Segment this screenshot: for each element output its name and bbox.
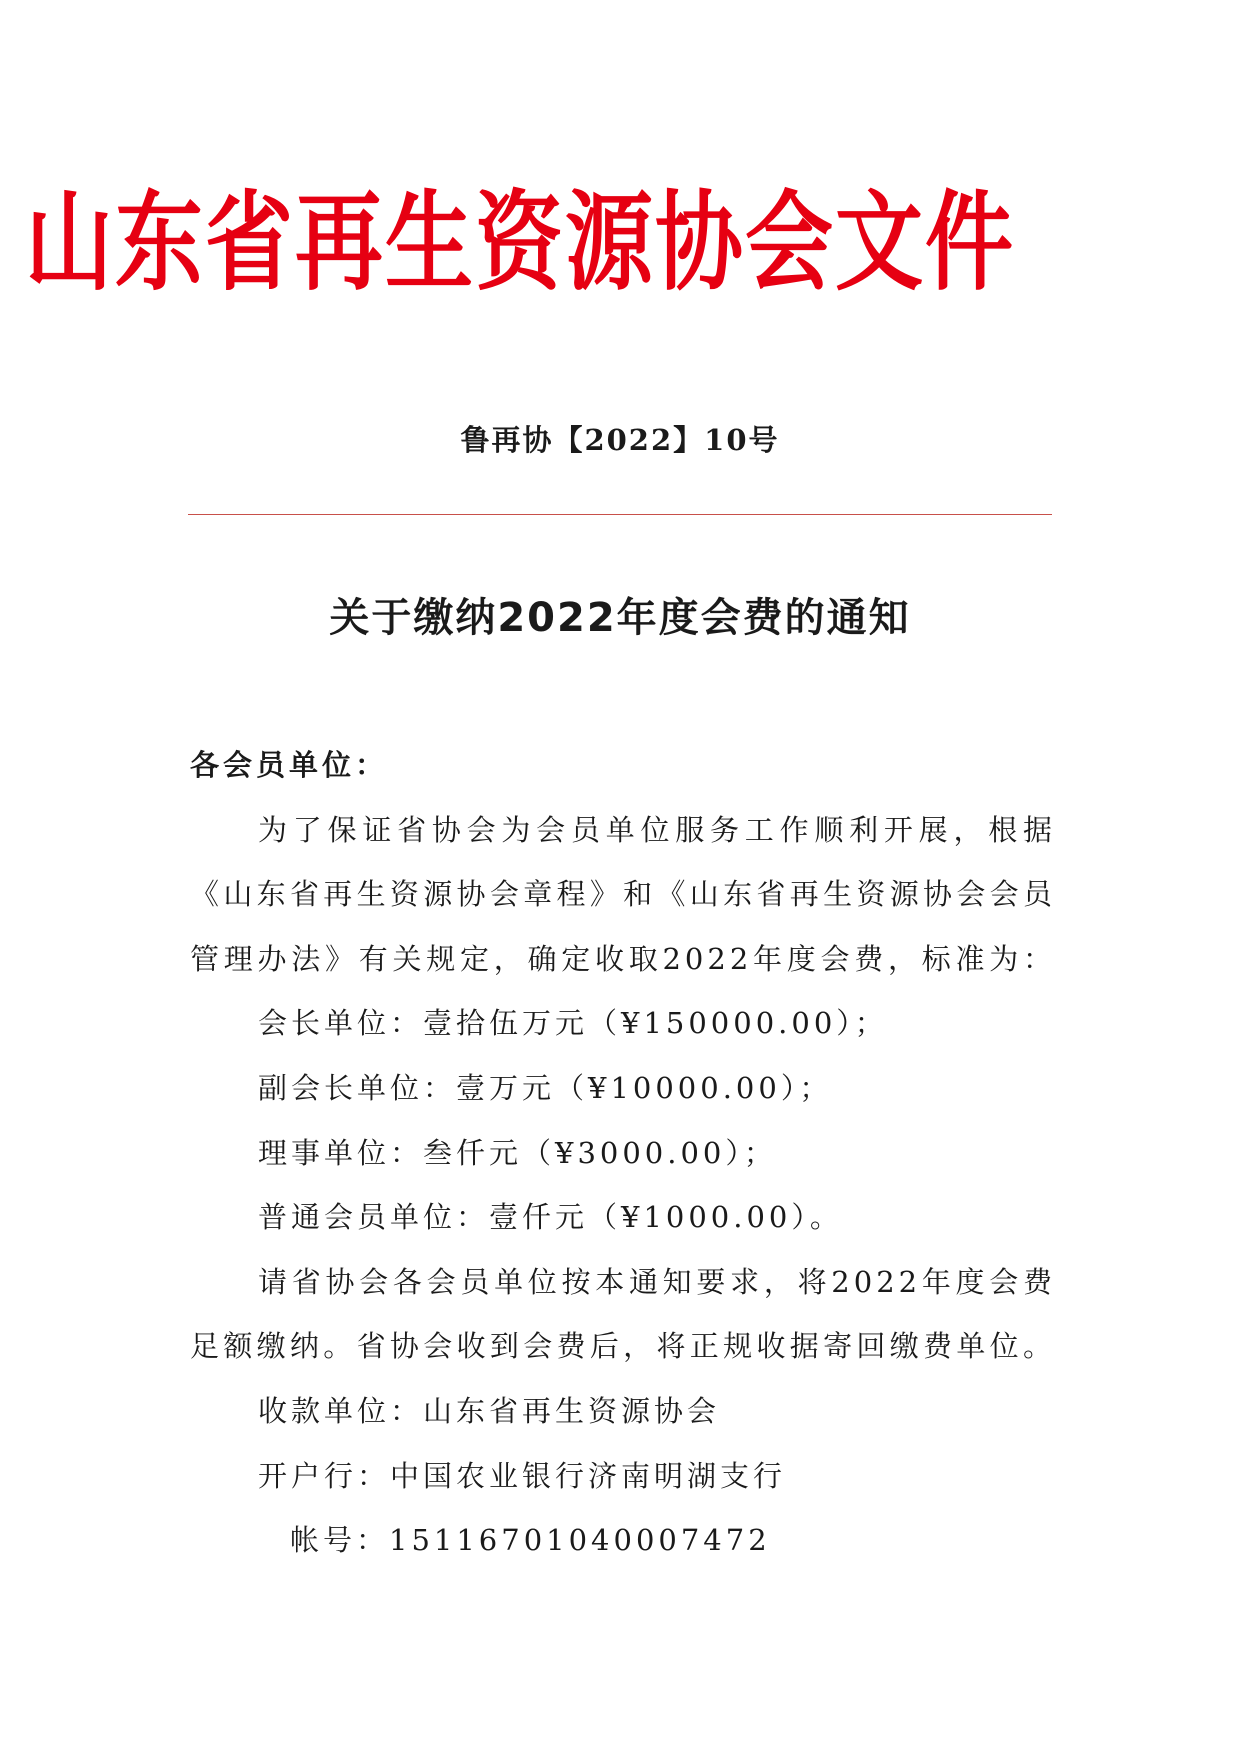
paragraph-line: 《山东省再生资源协会章程》和《山东省再生资源协会会员 <box>190 877 1056 912</box>
account-line: 帐号：15116701040007472 <box>290 1523 771 1558</box>
paragraph-line: 为了保证省协会为会员单位服务工作顺利开展，根据 <box>258 812 1056 847</box>
fee-item-member: 普通会员单位：壹仟元（¥1000.00）。 <box>258 1200 843 1235</box>
notice-title: 关于缴纳2022年度会费的通知 <box>329 595 911 641</box>
fee-item-director: 理事单位：叁仟元（¥3000.00）； <box>258 1135 777 1170</box>
paragraph-line: 足额缴纳。省协会收到会费后，将正规收据寄回缴费单位。 <box>190 1329 1056 1364</box>
document-number: 鲁再协【2022】10号 <box>460 423 780 457</box>
fee-item-president: 会长单位：壹拾伍万元（¥150000.00）； <box>258 1006 888 1041</box>
paragraph-line: 请省协会各会员单位按本通知要求，将2022年度会费 <box>258 1264 1056 1299</box>
paragraph-line: 管理办法》有关规定，确定收取2022年度会费，标准为： <box>190 941 1056 976</box>
fee-item-vice-president: 副会长单位：壹万元（¥10000.00）； <box>258 1070 833 1105</box>
payee-line: 收款单位：山东省再生资源协会 <box>258 1393 721 1428</box>
letterhead-title: 山东省再生资源协会文件 <box>24 179 1015 305</box>
notice-body <box>190 733 1056 1573</box>
salutation: 各会员单位： <box>190 748 389 782</box>
header-divider <box>188 514 1052 515</box>
bank-line: 开户行：中国农业银行济南明湖支行 <box>258 1458 787 1493</box>
